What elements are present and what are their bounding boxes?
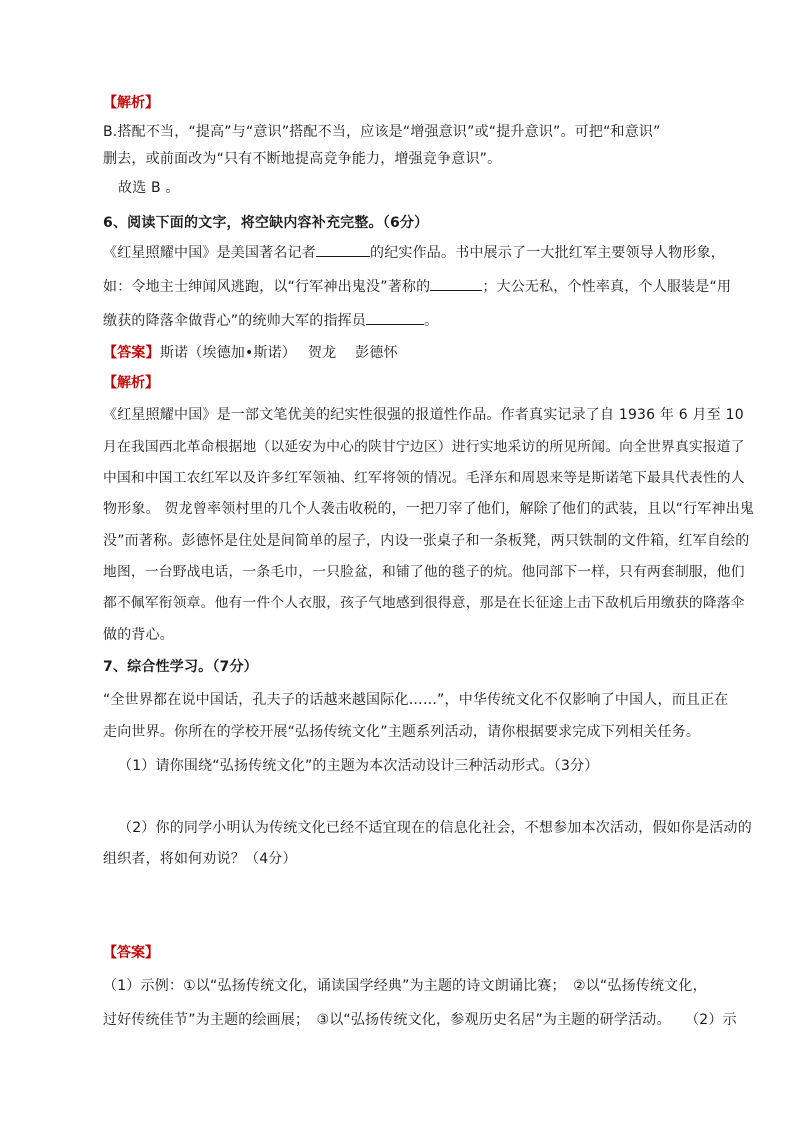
q6-text: 《红星照耀中国》是美国著名记者 <box>103 245 316 261</box>
q7-answer-line: （1）示例：①以“弘扬传统文化，诵读国学经典”为主题的诗文朗诵比赛； ②以“弘扬传统文化， <box>103 978 707 994</box>
q7-task-2-line: （2）你的同学小明认为传统文化已经不适宜现在的信息化社会，不想参加本次活动，假如你是活动的 <box>118 820 752 836</box>
q6-analysis-line: 月在我国西北革命根据地（以延安为中心的陕甘宁边区）进行实地采访的所见所闻。向全世界真实报道了 <box>103 439 745 455</box>
q6-text: ；大公无私，个性率真，个人服装是“用 <box>482 279 732 295</box>
q7-task-2-line: 组织者，将如何劝说？（4分） <box>103 851 297 867</box>
q6-answer-line <box>103 343 398 363</box>
q6-text: 的纪实作品。书中展示了一大批红军主要领导人物形象， <box>370 245 725 261</box>
q7-answer-label: 【答案】 <box>103 945 159 961</box>
q6-text-line-2 <box>103 276 731 297</box>
q6-text: 缴获的降落伞做背心”的统帅大军的指挥员 <box>103 313 367 329</box>
q5-analysis-line: 故选 B 。 <box>118 180 180 196</box>
q6-title: 6、阅读下面的文字，将空缺内容补充完整。（6分） <box>103 215 429 231</box>
q6-text-line-1 <box>103 242 725 263</box>
answer-blank[interactable] <box>366 310 424 325</box>
q6-answer-text: 斯诺（埃德加•斯诺） 贺龙 彭德怀 <box>159 345 398 361</box>
q7-title: 7、综合性学习。（7分） <box>103 659 258 675</box>
q6-analysis-label: 【解析】 <box>103 375 159 391</box>
q5-analysis-line: B.搭配不当，“提高”与“意识”搭配不当，应该是“增强意识”或“提升意识”。可把“和意识” <box>103 124 661 140</box>
q7-intro-line: 走向世界。你所在的学校开展“弘扬传统文化”主题系列活动，请你根据要求完成下列相关任务。 <box>103 724 701 740</box>
q7-intro-line: “全世界都在说中国话，孔夫子的话越来越国际化……”，中华传统文化不仅影响了中国人，而且正在 <box>103 692 729 708</box>
q7-task-1: （1）请你围绕“弘扬传统文化”的主题为本次活动设计三种活动形式。（3分） <box>118 758 599 774</box>
q5-analysis-label: 【解析】 <box>103 95 159 111</box>
q7-answer-line: 过好传统佳节”为主题的绘画展； ③以“弘扬传统文化，参观历史名居”为主题的研学活动。 （2）示 <box>103 1012 737 1028</box>
q6-analysis-line: 都不佩军衔领章。他有一件个人衣服，孩子气地感到很得意，那是在长征途上击下敌机后用缴获的降落伞 <box>103 595 745 611</box>
q6-answer-label: 【答案】 <box>103 345 160 361</box>
q6-analysis-line: 物形象。 贺龙曾率领村里的几个人袭击收税的，一把刀宰了他们，解除了他们的武装，且以“行军神出鬼 <box>103 501 755 517</box>
q6-analysis-line: 《红星照耀中国》是一部文笔优美的纪实性很强的报道性作品。作者真实记录了自 1936 年 6 月至 10 <box>103 407 744 423</box>
q6-analysis-line: 没”而著称。彭德怀是住处是间简单的屋子，内设一张桌子和一条板凳，两只铁制的文件箱，红军自绘的 <box>103 533 750 549</box>
q6-text-line-3 <box>103 310 438 331</box>
q5-analysis-line: 删去，或前面改为“只有不断地提高竞争能力，增强竞争意识”。 <box>103 151 502 167</box>
q6-analysis-line: 地图，一台野战电话，一条毛巾，一只脸盆，和铺了他的毯子的炕。他同部下一样，只有两套制服，他们 <box>103 564 745 580</box>
answer-blank[interactable] <box>316 242 370 257</box>
q6-analysis-line: 中国和中国工农红军以及许多红军领袖、红军将领的情况。毛泽东和周恩来等是斯诺笔下最具代表性的人 <box>103 470 745 486</box>
answer-blank[interactable] <box>430 276 482 291</box>
q6-text: 如：令地主士绅闻风逃跑，以“行军神出鬼没”著称的 <box>103 279 431 295</box>
q6-text: 。 <box>424 313 439 329</box>
q6-analysis-line: 做的背心。 <box>103 627 174 643</box>
